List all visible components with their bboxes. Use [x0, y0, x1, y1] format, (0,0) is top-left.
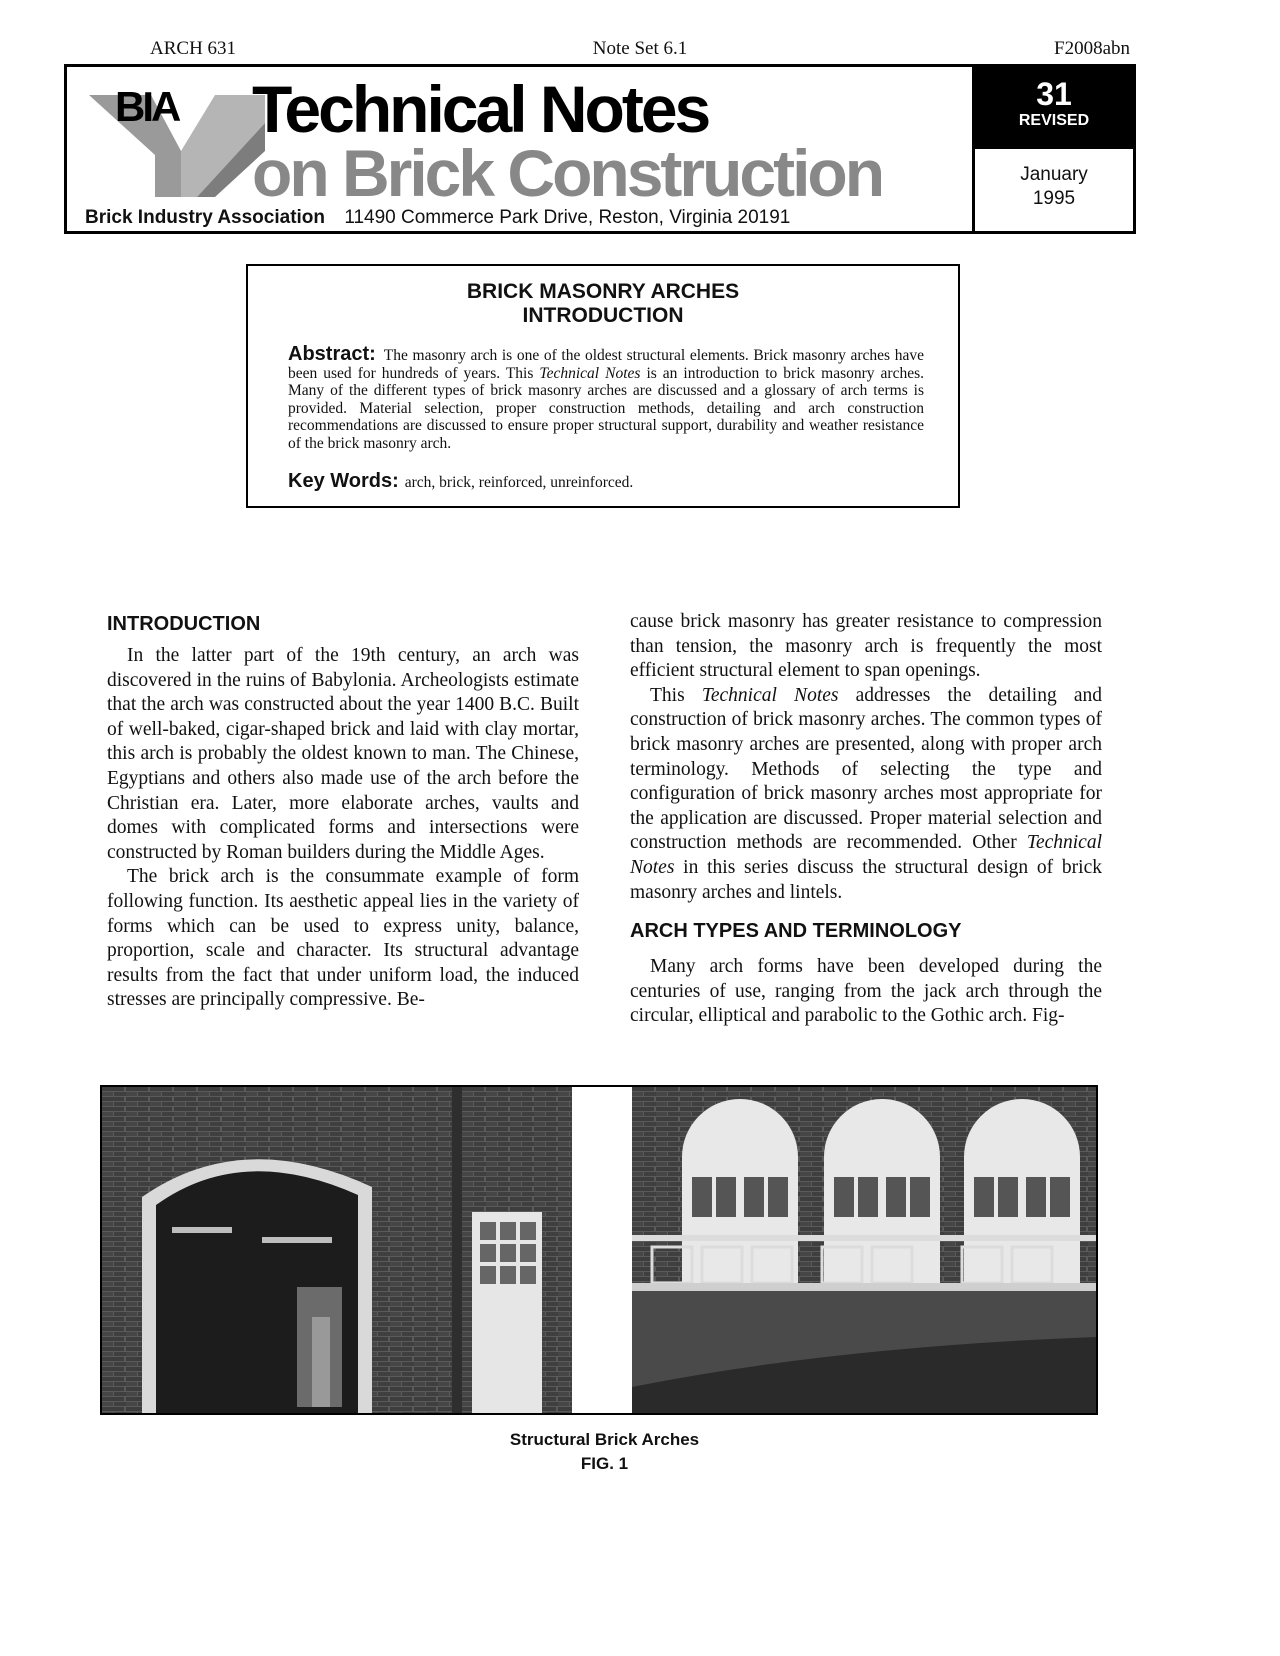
arch-types-paragraph-1: Many arch forms have been developed during the centuries of use, ranging from the jack arch through the circular, elliptical and parabolic to the Gothic arch. Fig-: [630, 956, 1102, 1027]
figure-caption-title: Structural Brick Arches: [509, 1430, 700, 1449]
intro-paragraph-4: This Technical Notes addresses the detailing and construction of brick masonry arches. The common types of brick masonry arches are presented, along with proper arch terminology. Methods of selecting the type and configuration of brick masonry arches most appropriate for the application are discussed. Proper material selection and construction methods are recommended. Other Technical Notes in this series discuss the structural design of brick masonry arches and lintels.: [630, 684, 1102, 903]
photo-brick-arch-entrance: [102, 1087, 572, 1413]
photo-arched-windows: [632, 1087, 1096, 1413]
figure-caption: [0, 1428, 1209, 1476]
bia-logo: [85, 81, 267, 201]
arch-types-heading: ARCH TYPES AND TERMINOLOGY: [630, 920, 962, 943]
running-head-note-set: Note Set 6.1: [592, 38, 688, 59]
abstract-text-2: is an introduction to brick masonry arches. Many of the different types of brick masonry arches are discussed and a glossary of arch terms is provided. Material selection, proper construction methods, detailing and arch construction recommendations are discussed to ensure proper structural support, durability and weather resistance of the brick masonry arch.: [288, 364, 924, 452]
date-year: 1995: [1032, 188, 1076, 209]
right-column: [630, 610, 1102, 1029]
issue-number: 31: [1036, 76, 1072, 112]
document-title: [248, 280, 958, 328]
keywords: [288, 470, 924, 493]
issue-badge: [975, 67, 1133, 149]
issue-status: REVISED: [1018, 112, 1090, 129]
title-line-2: INTRODUCTION: [522, 304, 684, 327]
keywords-label: Key Words:: [288, 470, 399, 492]
running-head-course: ARCH 631: [150, 38, 237, 59]
figure-label: FIG. 1: [580, 1454, 629, 1473]
abstract-label: Abstract:: [288, 343, 376, 365]
left-column: [107, 610, 579, 1013]
title-technical-notes: Technical Notes: [252, 72, 709, 146]
intro-paragraph-3: cause brick masonry has greater resistance to compression than tension, the masonry arch is frequently the most efficient structural element to span openings.: [630, 611, 1102, 682]
association-line: [85, 207, 790, 229]
running-head-code: F2008abn: [1054, 38, 1130, 59]
logo-lettering: BIA: [115, 83, 179, 130]
title-brick-construction: on Brick Construction: [252, 136, 883, 210]
keywords-list: arch, brick, reinforced, unreinforced.: [404, 474, 634, 491]
issue-date: [975, 151, 1133, 231]
masthead-main: [67, 67, 975, 231]
abstract-text-1: The masonry arch is one of the oldest structural elements. Brick masonry arches have been used for hundreds of years. This: [288, 347, 924, 382]
association-address: 11490 Commerce Park Drive, Reston, Virginia 20191: [344, 207, 791, 228]
figure-structural-brick-arches: [100, 1085, 1098, 1415]
date-month: January: [1020, 164, 1088, 185]
introduction-heading: INTRODUCTION: [107, 613, 261, 635]
intro-paragraph-2: The brick arch is the consummate example of form following function. Its aesthetic appeal lies in the variety of forms which can be used to express unity, balance, proportion, scale and character. Its structural advantage results from the fact that under uniform load, the induced stresses are principally compressive. Be-: [107, 866, 579, 1011]
abstract-italic: Technical Notes: [539, 364, 641, 382]
title-line-1: BRICK MASONRY ARCHES: [466, 280, 740, 303]
abstract-box: [246, 264, 960, 508]
intro-paragraph-1: In the latter part of the 19th century, an arch was discovered in the ruins of Babylonia. Archeologists estimate that the arch was constructed about the year 1400 B.C. Built of well-baked, cigar-shaped brick and laid with clay mortar, this arch is probably the oldest known to man. The Chinese, Egyptians and others also made use of the arch before the Christian era. Later, more elaborate arches, vaults and domes with complicated forms and intersections were constructed by Roman builders during the Middle Ages.: [107, 645, 579, 863]
abstract-paragraph: [288, 343, 924, 452]
masthead: [64, 64, 1136, 234]
association-name: Brick Industry Association: [85, 207, 326, 228]
